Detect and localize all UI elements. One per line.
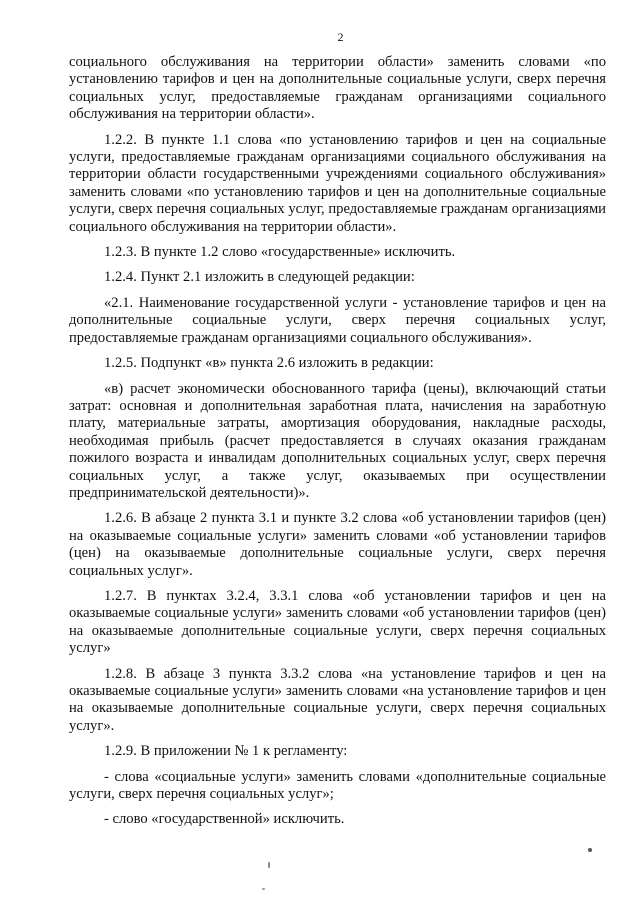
paragraph-1-2-7: 1.2.7. В пунктах 3.2.4, 3.3.1 слова «об установлении тарифов и цен на оказываемые социальные услуги» заменить словами «об установлении тарифов (цен) на оказываемые дополнительные социальные услуги, сверх перечня социальных услуг» — [69, 587, 606, 657]
paragraph-1-2-9: 1.2.9. В приложении № 1 к регламенту: — [104, 743, 348, 760]
paragraph-continuation: социального обслуживания на территории области» заменить словами «по установлению тарифов и цен на дополнительные социальные услуги, сверх перечня социальных услуг, предоставляемые гражданам организациями социального обслуживания на территории области». — [69, 54, 606, 123]
paragraph-quote-v: «в) расчет экономически обоснованного тарифа (цены), включающий статьи затрат: основная и дополнительная заработная плата, начисления на заработную плату, материальные затраты, амортизация оборудования, накладные расходы, необходимая прибыль (расчет предоставляется в случаях оказания гражданам пожилого возраста и инвалидам дополнительных социальных услуг, сверх перечня социальных услуг, а также услуг, оказываемых при осуществлении предпринимательской деятельности)». — [69, 380, 606, 501]
paragraph-1-2-3: 1.2.3. В пункте 1.2 слово «государственные» исключить. — [104, 244, 456, 261]
paragraph-1-2-8: 1.2.8. В абзаце 3 пункта 3.3.2 слова «на установление тарифов и цен на оказываемые социальные услуги» заменить словами «на установление тарифов и цен на оказываемые дополнительные социальные услуги, сверх перечня социальных услуг». — [69, 665, 606, 734]
scan-speck — [262, 888, 265, 890]
scan-speck — [268, 862, 270, 868]
paragraph-1-2-5: 1.2.5. Подпункт «в» пункта 2.6 изложить в редакции: — [104, 355, 434, 372]
scan-speck — [588, 848, 592, 852]
paragraph-1-2-4: 1.2.4. Пункт 2.1 изложить в следующей редакции: — [104, 269, 415, 286]
paragraph-1-2-2: 1.2.2. В пункте 1.1 слова «по установлению тарифов и цен на социальные услуги, предоставляемые гражданам организациями социального обслуживания на территории области государственными учреждениями социального обслуживания» заменить словами «по установлению тарифов и цен на дополнительные социальные услуги, сверх перечня социальных услуг, предоставляемые гражданам организациями социального обслуживания на территории области». — [69, 131, 606, 235]
page-number: 2 — [337, 30, 344, 44]
paragraph-1-2-6: 1.2.6. В абзаце 2 пункта 3.1 и пункте 3.2 слова «об установлении тарифов (цен) на оказываемые социальные услуги» заменить словами «об установлении тарифов (цен) на оказываемые дополнительные социальные услуги, сверх перечня социальных услуг». — [69, 510, 606, 579]
list-item-word: - слово «государственной» исключить. — [104, 811, 345, 828]
list-item-words: - слова «социальные услуги» заменить словами «дополнительные социальные услуги, сверх перечня социальных услуг»; — [69, 768, 606, 803]
paragraph-quote-2-1: «2.1. Наименование государственной услуги - установление тарифов и цен на дополнительные социальные услуги, сверх перечня социальных услуг, предоставляемые гражданам организациями социального обслуживания». — [69, 294, 606, 346]
